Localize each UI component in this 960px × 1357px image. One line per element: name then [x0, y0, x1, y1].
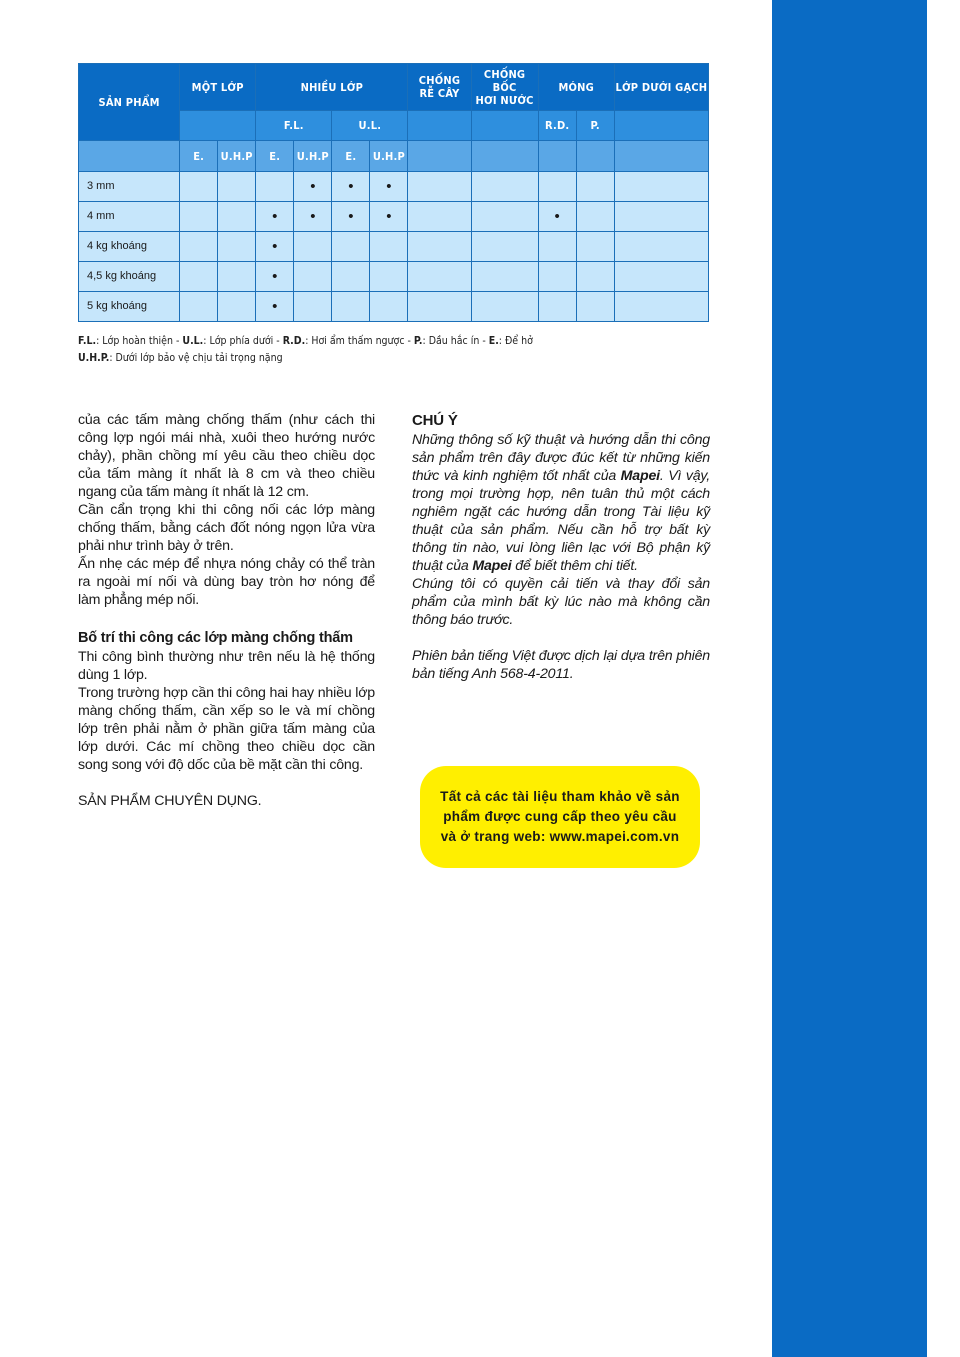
table-cell: [180, 202, 218, 232]
header-ul: U.L.: [332, 111, 408, 141]
header-vapor-barrier: CHỐNG BỐC HƠI NƯỚC: [471, 64, 538, 111]
row-label: 5 kg khoáng: [79, 292, 180, 322]
table-cell: [408, 292, 471, 322]
table-cell: [294, 262, 332, 292]
table-cell: •: [256, 232, 294, 262]
header-one-layer: MỘT LỚP: [180, 64, 256, 111]
left-column: [78, 411, 375, 810]
header-root-barrier: CHỐNG RỄ CÂY: [408, 64, 471, 111]
table-cell: [180, 232, 218, 262]
sub-header: E.: [332, 141, 370, 172]
paragraph: Ấn nhẹ các mép để nhựa nóng chảy có thể tràn ra ngoài mí nối và dùng bay tròn hơ nóng để làm phẳng mép nối.: [78, 556, 375, 608]
callout-text: Tất cả các tài liệu tham khảo về sản phẩm được cung cấp theo yêu cầu và ở trang web: www.mapei.com.vn: [440, 789, 680, 844]
table-cell: [408, 262, 471, 292]
table-row: [79, 292, 709, 322]
website-callout: [420, 766, 700, 868]
table-cell: [538, 262, 576, 292]
table-cell: [614, 292, 708, 322]
table-cell: •: [256, 202, 294, 232]
notice-paragraph: Chúng tôi có quyền cải tiến và thay đổi sản phẩm của mình bất kỳ lúc nào mà không cần thông báo trước.: [412, 576, 710, 628]
header-under-tile: LỚP DƯỚI GẠCH: [614, 64, 708, 111]
sub-header: U.H.P: [294, 141, 332, 172]
table-cell: [370, 292, 408, 322]
header-multi-layer: NHIỀU LỚP: [256, 64, 408, 111]
header-product: SẢN PHẨM: [79, 64, 180, 141]
sub-header: U.H.P: [370, 141, 408, 172]
table-cell: [471, 262, 538, 292]
header-fl: F.L.: [256, 111, 332, 141]
table-cell: [218, 232, 256, 262]
table-cell: [614, 232, 708, 262]
table-cell: [218, 262, 256, 292]
table-cell: [180, 262, 218, 292]
notice-heading: CHÚ Ý: [412, 412, 458, 429]
table-cell: [471, 292, 538, 322]
table-cell: •: [370, 172, 408, 202]
paragraph: Cần cẩn trọng khi thi công nối các lớp màng chống thấm, bằng cách đốt nóng ngọn lửa vừa phải như trình bày ở trên.: [78, 502, 375, 554]
table-cell: [614, 202, 708, 232]
table-legend: F.L.: Lớp hoàn thiện - U.L.: Lớp phía dưới - R.D.: Hơi ẩm thấm ngược - P.: Dầu hắc ín - E.: Để hở U.H.P.: Dưới lớp bảo vệ chịu tải trọng nặng: [78, 335, 533, 364]
header-p: P.: [576, 111, 614, 141]
table-row: [79, 232, 709, 262]
table-cell: •: [256, 262, 294, 292]
table-cell: [370, 232, 408, 262]
table-cell: [294, 232, 332, 262]
table-cell: [408, 202, 471, 232]
row-label: 4 kg khoáng: [79, 232, 180, 262]
table-cell: [576, 262, 614, 292]
table-cell: [370, 262, 408, 292]
sub-header: E.: [180, 141, 218, 172]
table-cell: [332, 262, 370, 292]
table-cell: [294, 292, 332, 322]
table-row: [79, 262, 709, 292]
table-cell: [471, 202, 538, 232]
table-cell: •: [332, 172, 370, 202]
header-foundation: MÓNG: [538, 64, 614, 111]
table-cell: [576, 292, 614, 322]
table-cell: [576, 232, 614, 262]
table-cell: [332, 292, 370, 322]
table-cell: [614, 262, 708, 292]
table-cell: [332, 232, 370, 262]
table-cell: [576, 202, 614, 232]
table-cell: [471, 172, 538, 202]
table-cell: [538, 232, 576, 262]
table-cell: [408, 172, 471, 202]
paragraph: của các tấm màng chống thấm (như cách thi công lợp ngói mái nhà, xuôi theo hướng nước chảy), phần chồng mí yêu cầu theo chiều dọc của tấm màng ít nhất là 8 cm và theo chiều ngang của tấm màng ít nhất là 12 cm.: [78, 412, 375, 500]
right-column: [412, 411, 710, 683]
table-cell: •: [294, 172, 332, 202]
table-cell: [538, 172, 576, 202]
table-cell: [408, 232, 471, 262]
version-note: Phiên bản tiếng Việt được dịch lại dựa trên phiên bản tiếng Anh 568-4-2011.: [412, 648, 710, 682]
sub-header: U.H.P: [218, 141, 256, 172]
table-cell: •: [256, 292, 294, 322]
table-cell: [218, 202, 256, 232]
table-cell: [180, 292, 218, 322]
table-cell: [538, 292, 576, 322]
table-cell: •: [294, 202, 332, 232]
side-color-bar: [772, 0, 927, 1357]
row-label: 3 mm: [79, 172, 180, 202]
product-application-table: [78, 63, 709, 322]
table-cell: [218, 172, 256, 202]
table-row: [79, 202, 709, 232]
row-label: 4,5 kg khoáng: [79, 262, 180, 292]
row-label: 4 mm: [79, 202, 180, 232]
table-cell: [218, 292, 256, 322]
table-cell: [614, 172, 708, 202]
table-cell: [180, 172, 218, 202]
section-heading: Bố trí thi công các lớp màng chống thấm: [78, 630, 353, 646]
header-blank: [180, 111, 256, 141]
table-cell: [576, 172, 614, 202]
table-cell: •: [332, 202, 370, 232]
table-row: [79, 172, 709, 202]
paragraph: Trong trường hợp cần thi công hai hay nhiều lớp màng chống thấm, cần xếp so le và mí chồng lớp trên phải nằm ở phần giữa tấm màng của lớp dưới. Các mí chồng theo chiều dọc cần song song với độ dốc của bề mặt cần thi công.: [78, 685, 375, 773]
paragraph: SẢN PHẨM CHUYÊN DỤNG.: [78, 793, 262, 809]
header-rd: R.D.: [538, 111, 576, 141]
sub-header: E.: [256, 141, 294, 172]
notice-paragraph: Những thông số kỹ thuật và hướng dẫn thi công sản phẩm trên đây được đúc kết từ những kiến thức và kinh nghiệm tốt nhất của Mapei. Vì vậy, trong mọi trường hợp, nên tuân thủ một cách nghiêm ngặt các hướng dẫn trong Tài liệu kỹ thuật của sản phẩm. Nếu cần hỗ trợ bất kỳ thông tin nào, vui lòng liên lạc với Bộ phận kỹ thuật của Mapei để biết thêm chi tiết.: [412, 432, 710, 574]
table-cell: •: [538, 202, 576, 232]
paragraph: Thi công bình thường như trên nếu là hệ thống dùng 1 lớp.: [78, 649, 375, 683]
table-cell: [256, 172, 294, 202]
table-cell: [471, 232, 538, 262]
table-cell: •: [370, 202, 408, 232]
